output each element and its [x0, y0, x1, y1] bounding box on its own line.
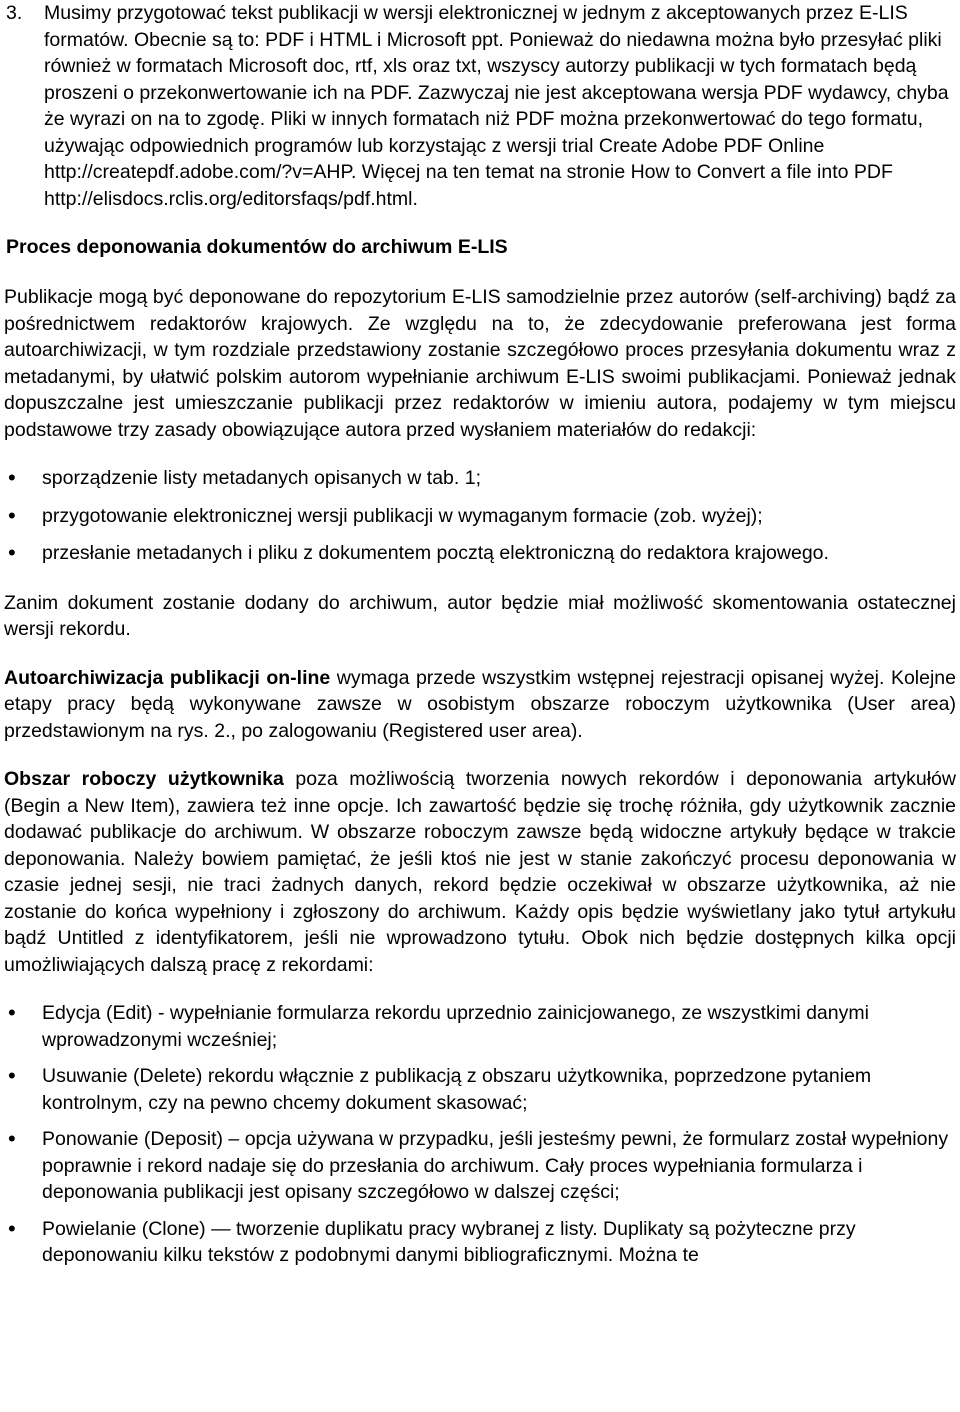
options-list — [4, 1000, 956, 1269]
item-text: Musimy przygotować tekst publikacji w wersji elektronicznej w jednym z akceptowanych przez E-LIS formatów. Obecnie są to: PDF i HTML i Microsoft ppt. Ponieważ do niedawna można było przesyłać pliki również w formatach Microsoft doc, rtf, xls oraz txt, wszyscy autorzy publikacji w tych formatach będą proszeni o przekonwertowanie ich na PDF. Zazwyczaj nie jest akceptowana wersja PDF wydawcy, chyba że wyrazi on na to zgodę. Pliki w innych formatach niż PDF można przekonwertować do tego formatu, używając odpowiednich programów lub korzystając z wersji trial Create Adobe PDF Online http://createpdf.adobe.com/?v=AHP. Więcej na ten temat na stronie How to Convert a file into PDF http://elisdocs.rclis.org/editorsfaqs/pdf.html. — [44, 2, 949, 210]
list-item: • sporządzenie listy metadanych opisanych w tab. 1; — [4, 465, 956, 493]
bullet-icon — [4, 1063, 42, 1116]
paragraph-autoarchiving: Autoarchiwizacja publikacji on-line wymaga przede wszystkim wstępnej rejestracji opisanej wyżej. Kolejne etapy pracy będą wykonywane zawsze w osobistym obszarze roboczym użytkownika (User area) przedstawionym na rys. 2., po zalogowaniu (Registered user area). — [4, 666, 956, 742]
paragraph-intro: Publikacje mogą być deponowane do repozytorium E-LIS samodzielnie przez autorów (self-archiving) bądź za pośrednictwem redaktorów krajowych. Ze względu na to, że zdecydowanie preferowana jest forma autoarchiwizacji, w tym rozdziale przedstawiony zostanie szczegółowo proces przesyłania dokumentu wraz z metadanymi, by ułatwić polskim autorom wypełnianie archiwum E-LIS swoimi publikacjami. Ponieważ jednak dopuszczalne jest umieszczanie publikacji przez redaktorów w imieniu autora, podajemy w tym miejscu podstawowe trzy zasady obowiązujące autora przed wysłaniem materiałów do redakcji: — [4, 286, 956, 441]
bullet-icon — [4, 465, 42, 493]
bullet-icon — [4, 540, 42, 568]
list-item: • Powielanie (Clone) — tworzenie duplikatu pracy wybranej z listy. Duplikaty są pożyteczne przy deponowaniu kilku tekstów z podobnymi danymi bibliograficznymi. Można te — [4, 1216, 956, 1269]
list-item: • przygotowanie elektronicznej wersji publikacji w wymaganym formacie (zob. wyżej); — [4, 503, 956, 531]
rules-list — [4, 465, 956, 568]
item-number: 3. — [6, 2, 23, 24]
bold-term: Obszar roboczy użytkownika — [4, 768, 284, 790]
section-heading: Proces deponowania dokumentów do archiwum E-LIS — [6, 236, 508, 258]
bold-term: Autoarchiwizacja publikacji on-line — [4, 666, 331, 689]
bullet-icon — [4, 1216, 42, 1269]
bullet-icon — [4, 1000, 42, 1053]
list-item: • Edycja (Edit) - wypełnianie formularza rekordu uprzednio zainicjowanego, ze wszystkimi danymi wprowadzonymi wcześniej; — [4, 1000, 956, 1053]
list-item: • przesłanie metadanych i pliku z dokumentem pocztą elektroniczną do redaktora krajowego. — [4, 540, 956, 568]
list-item: • Ponowanie (Deposit) – opcja używana w przypadku, jeśli jesteśmy pewni, że formularz został wypełniony poprawnie i rekord nadaje się do przesłania do archiwum. Cały proces wypełniania formularza i deponowania publikacji jest opisany szczegółowo w dalszej części; — [4, 1126, 956, 1206]
bullet-icon — [4, 503, 42, 531]
numbered-item-3 — [4, 0, 956, 212]
paragraph-user-area: Obszar roboczy użytkownika poza możliwością tworzenia nowych rekordów i deponowania artykułów (Begin a New Item), zawiera też inne opcje. Ich zawartość będzie się trochę różniła, gdy użytkownik zacznie dodawać publikacje do archiwum. W obszarze roboczym zawsze będą widoczne artykuły będące w trakcie deponowania. Należy bowiem pamiętać, że jeśli ktoś nie jest w stanie zakończyć procesu deponowania w czasie jednej sesji, nie traci żadnych danych, rekord będzie oczekiwał w obszarze użytkownika, aż nie zostanie do końca wypełniony i zgłoszony do archiwum. Każdy opis będzie wyświetlany jako tytuł artykułu bądź Untitled z identyfikatorem, jeśli nie wprowadzono tytułu. Obok nich będzie dostępnych kilka opcji umożliwiających dalszą pracę z rekordami: — [4, 768, 956, 976]
paragraph-comment: Zanim dokument zostanie dodany do archiwum, autor będzie miał możliwość skomentowania ostatecznej wersji rekordu. — [4, 591, 956, 640]
list-item: • Usuwanie (Delete) rekordu włącznie z publikacją z obszaru użytkownika, poprzedzone pytaniem kontrolnym, czy na pewno chcemy dokument skasować; — [4, 1063, 956, 1116]
bullet-icon — [4, 1126, 42, 1206]
